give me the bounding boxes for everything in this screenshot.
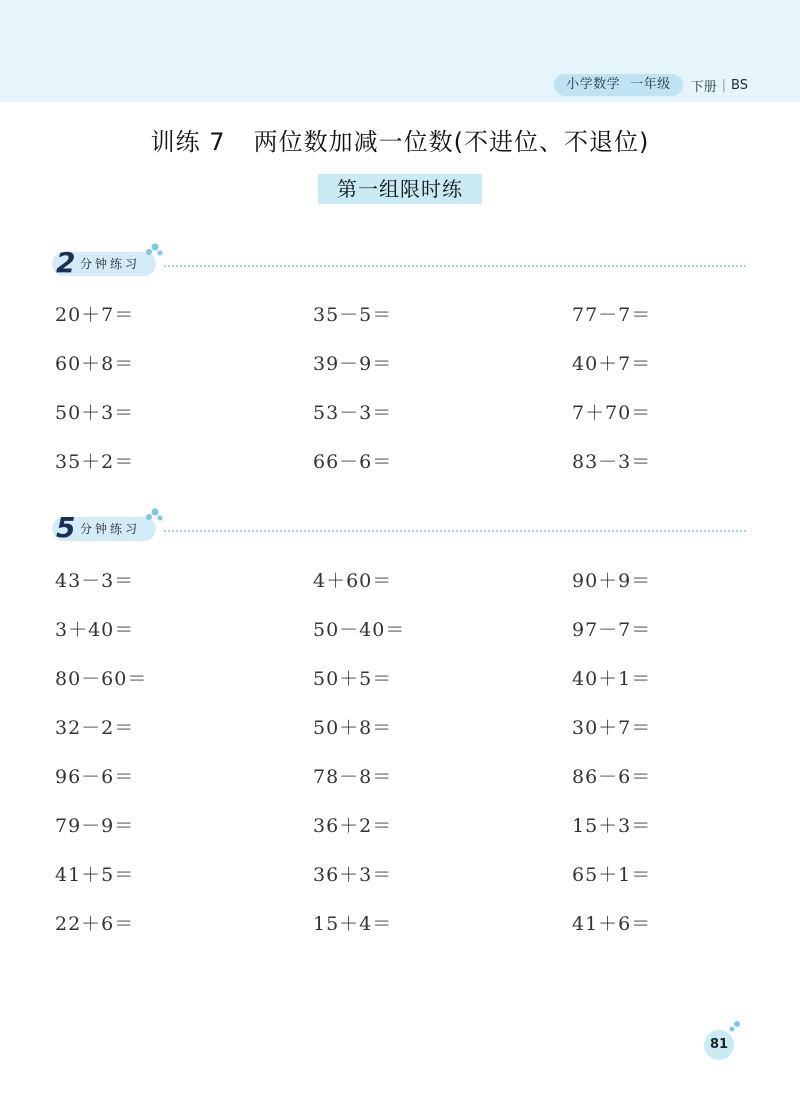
minutes-number: 2 xyxy=(56,246,76,279)
problem-row xyxy=(55,909,755,958)
problem-row xyxy=(55,664,755,713)
problem-item: 60＋8＝ xyxy=(55,353,135,375)
page-title xyxy=(0,122,800,157)
page-number: 81 xyxy=(704,1030,734,1060)
problem-row xyxy=(55,860,755,909)
problem-item: 83－3＝ xyxy=(572,451,652,473)
problem-row xyxy=(55,566,755,615)
problem-item: 32－2＝ xyxy=(55,717,135,739)
problem-item: 41＋5＝ xyxy=(55,864,135,886)
edition-label: BS xyxy=(731,77,748,93)
problem-item: 78－8＝ xyxy=(313,766,393,788)
dotted-divider xyxy=(164,265,746,267)
problem-row xyxy=(55,398,755,447)
problem-row xyxy=(55,349,755,398)
problem-grid-5min xyxy=(55,566,755,958)
subject-pill xyxy=(554,74,683,96)
problem-item: 80－60＝ xyxy=(55,668,148,690)
volume-label: 下册 xyxy=(690,79,717,95)
subject-label: 小学数学 xyxy=(566,77,621,92)
problem-item: 36＋2＝ xyxy=(313,815,393,837)
problem-item: 41＋6＝ xyxy=(572,913,652,935)
problem-item: 65＋1＝ xyxy=(572,864,652,886)
water-drops-icon xyxy=(144,507,164,523)
problem-row xyxy=(55,713,755,762)
problem-item: 35＋2＝ xyxy=(55,451,135,473)
problem-row xyxy=(55,762,755,811)
problem-item: 86－6＝ xyxy=(572,766,652,788)
timer-badge xyxy=(52,511,156,544)
problem-item: 30＋7＝ xyxy=(572,717,652,739)
section-header-5min xyxy=(52,511,746,545)
problem-row xyxy=(55,447,755,496)
minutes-label: 分钟练习 xyxy=(80,257,141,271)
problem-item: 96－6＝ xyxy=(55,766,135,788)
problem-item: 50－40＝ xyxy=(313,619,406,641)
problem-item: 50＋3＝ xyxy=(55,402,135,424)
minutes-label: 分钟练习 xyxy=(80,522,141,536)
minutes-number: 5 xyxy=(56,511,76,544)
problem-item: 15＋3＝ xyxy=(572,815,652,837)
problem-item: 4＋60＝ xyxy=(313,570,393,592)
problem-item: 39－9＝ xyxy=(313,353,393,375)
problem-item: 20＋7＝ xyxy=(55,304,135,326)
problem-item: 15＋4＝ xyxy=(313,913,393,935)
problem-item: 50＋8＝ xyxy=(313,717,393,739)
header-separator: | xyxy=(721,77,727,93)
problem-row xyxy=(55,811,755,860)
lesson-number: 训练 7 xyxy=(150,128,226,156)
problem-item: 35－5＝ xyxy=(313,304,393,326)
problem-item: 36＋3＝ xyxy=(313,864,393,886)
problem-item: 77－7＝ xyxy=(572,304,652,326)
problem-item: 40＋1＝ xyxy=(572,668,652,690)
header-tags xyxy=(554,74,748,96)
problem-item: 53－3＝ xyxy=(313,402,393,424)
dotted-divider xyxy=(164,530,746,532)
water-drops-icon xyxy=(144,242,164,258)
problem-item: 7＋70＝ xyxy=(572,402,652,424)
problem-item: 22＋6＝ xyxy=(55,913,135,935)
lesson-title: 两位数加减一位数(不进位、不退位) xyxy=(253,128,650,156)
problem-grid-2min xyxy=(55,300,755,496)
grade-label: 一年级 xyxy=(630,77,671,92)
problem-item: 3＋40＝ xyxy=(55,619,135,641)
problem-item: 79－9＝ xyxy=(55,815,135,837)
problem-row xyxy=(55,300,755,349)
section-subtitle: 第一组限时练 xyxy=(318,174,482,204)
problem-item: 50＋5＝ xyxy=(313,668,393,690)
timer-badge xyxy=(52,246,156,279)
problem-item: 97－7＝ xyxy=(572,619,652,641)
problem-item: 90＋9＝ xyxy=(572,570,652,592)
problem-item: 43－3＝ xyxy=(55,570,135,592)
problem-item: 40＋7＝ xyxy=(572,353,652,375)
problem-item: 66－6＝ xyxy=(313,451,393,473)
section-header-2min xyxy=(52,246,746,280)
page-drops-icon xyxy=(728,1020,742,1034)
problem-row xyxy=(55,615,755,664)
